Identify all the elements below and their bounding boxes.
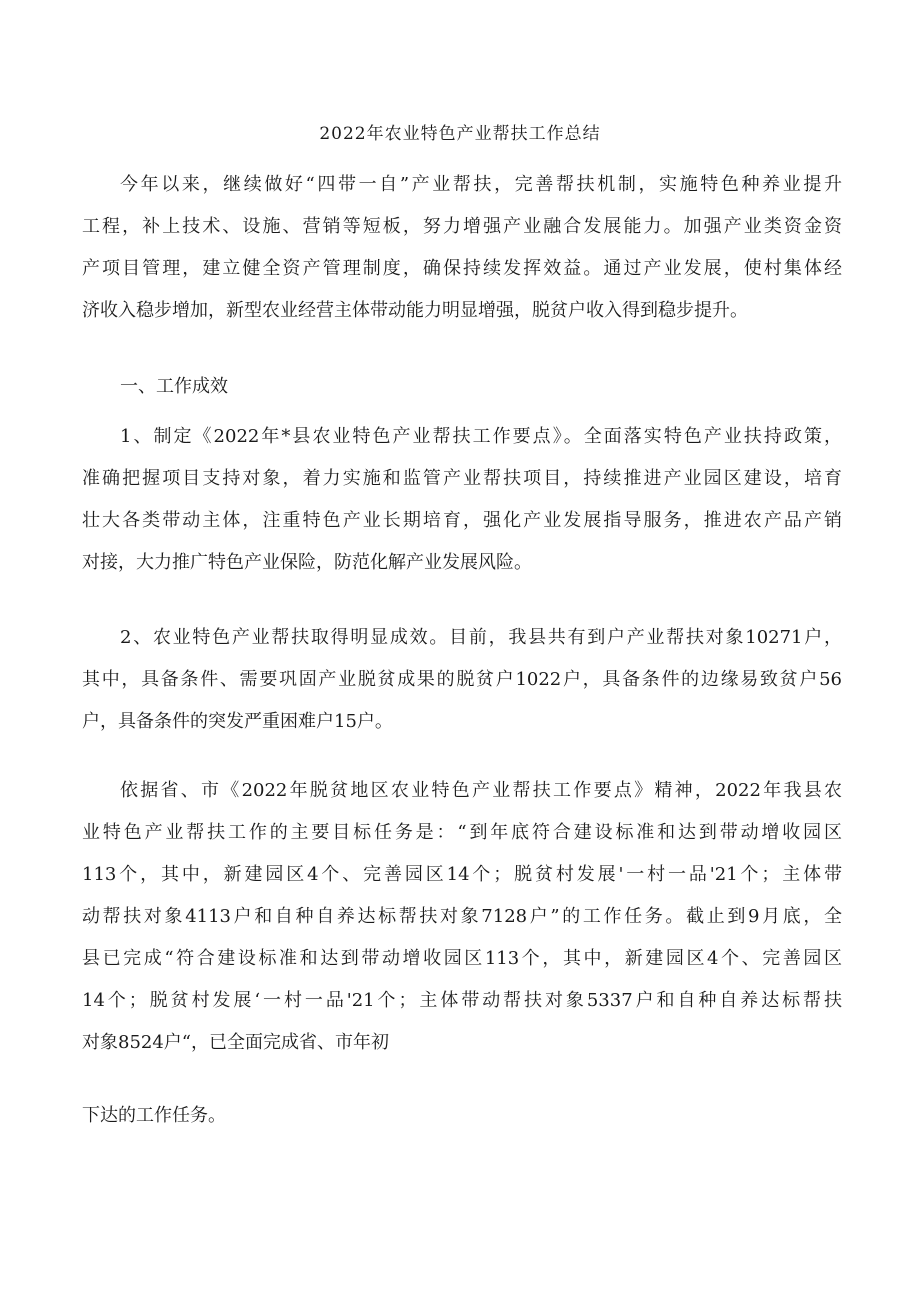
paragraph-line: 产项目管理，建立健全资产管理制度，确保持续发挥效益。通过产业发展，使村集体经 <box>82 258 842 279</box>
paragraph-line: 准确把握项目支持对象，着力实施和监管产业帮扶项目，持续推进产业园区建设，培育 <box>82 468 842 489</box>
basis-paragraph <box>82 770 842 1064</box>
intro-paragraph <box>82 164 842 332</box>
paragraph-line: 县已完成“符合建设标准和达到带动增收园区113个，其中，新建园区4个、完善园区 <box>82 948 842 969</box>
paragraph-tail-line: 下达的工作任务。 <box>82 1105 226 1126</box>
paragraph-line: 其中，具备条件、需要巩固产业脱贫成果的脱贫户1022户，具备条件的边缘易致贫户56 <box>82 669 842 690</box>
paragraph-line: 动帮扶对象4113户和自种自养达标帮扶对象7128户”的工作任务。截止到9月底，全 <box>82 906 842 927</box>
item1-paragraph <box>82 416 842 584</box>
paragraph-line: 今年以来，继续做好“四带一自”产业帮扶，完善帮扶机制，实施特色种养业提升 <box>120 174 842 195</box>
item2-paragraph <box>82 617 842 743</box>
paragraph-line: 2、农业特色产业帮扶取得明显成效。目前，我县共有到户产业帮扶对象10271户， <box>120 627 842 648</box>
paragraph-line: 户，具备条件的突发严重困难户15户。 <box>82 711 393 732</box>
paragraph-line: 113个，其中，新建园区4个、完善园区14个；脱贫村发展'一村一品'21个；主体带 <box>82 864 842 885</box>
paragraph-line: 对象8524户“，已全面完成省、市年初 <box>82 1032 390 1053</box>
paragraph-line: 工程，补上技术、设施、营销等短板，努力增强产业融合发展能力。加强产业类资金资 <box>82 216 842 237</box>
document-title: 2022年农业特色产业帮扶工作总结 <box>319 124 601 144</box>
paragraph-line: 济收入稳步增加，新型农业经营主体带动能力明显增强，脱贫户收入得到稳步提升。 <box>82 300 748 321</box>
paragraph-line: 对接，大力推广特色产业保险，防范化解产业发展风险。 <box>82 552 532 573</box>
section-heading: 一、工作成效 <box>120 376 228 397</box>
paragraph-line: 依据省、市《2022年脱贫地区农业特色产业帮扶工作要点》精神，2022年我县农 <box>120 780 842 801</box>
paragraph-line: 壮大各类带动主体，注重特色产业长期培育，强化产业发展指导服务，推进农产品产销 <box>82 510 842 531</box>
paragraph-line: 1、制定《2022年*县农业特色产业帮扶工作要点》。全面落实特色产业扶持政策， <box>120 426 842 447</box>
paragraph-line: 14个；脱贫村发展‘一村一品'21个；主体带动帮扶对象5337户和自种自养达标帮扶 <box>82 990 842 1011</box>
paragraph-line: 业特色产业帮扶工作的主要目标任务是：“到年底符合建设标准和达到带动增收园区 <box>82 822 842 843</box>
